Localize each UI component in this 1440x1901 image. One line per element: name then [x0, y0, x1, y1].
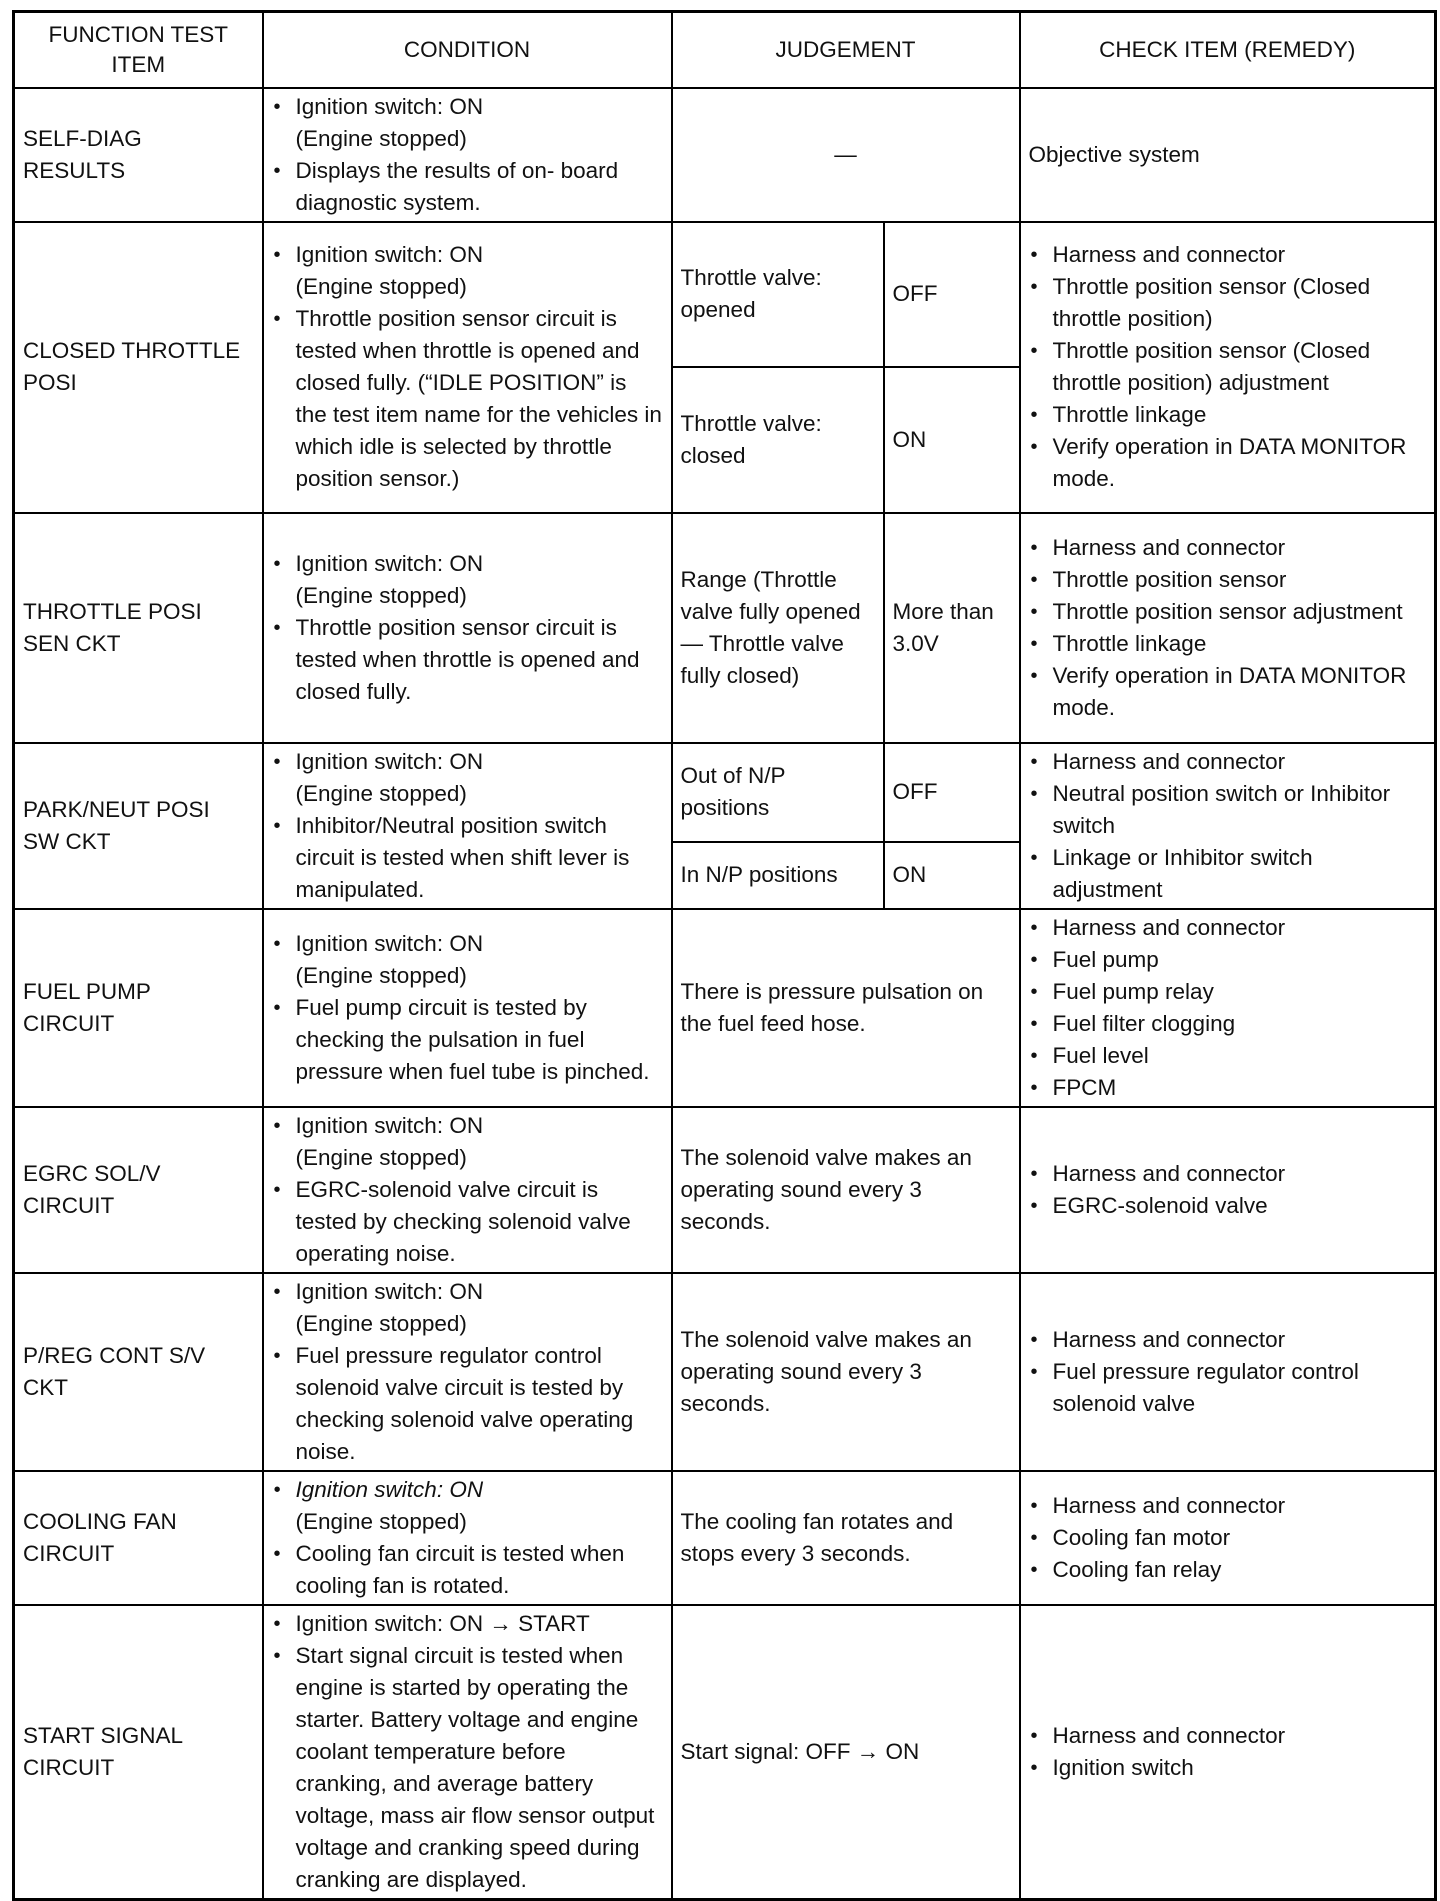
condition-cell [263, 513, 672, 743]
check-bullet: • Harness and connector [1029, 912, 1427, 944]
table-row [14, 909, 1436, 1107]
check-item-cell [1020, 1471, 1436, 1605]
check-item-cell [1020, 1107, 1436, 1273]
condition-bullet: • EGRC-solenoid valve circuit is tested by checking solenoid valve operating noise. [272, 1174, 663, 1270]
check-bullet: • Fuel level [1029, 1040, 1427, 1072]
check-item-cell: Objective system [1020, 88, 1436, 222]
condition-continuation: (Engine stopped) [295, 1508, 467, 1534]
condition-bullet: • Ignition switch: ON [272, 1474, 663, 1506]
check-item-cell [1020, 1273, 1436, 1471]
judgement-cell: The cooling fan rotates and stops every 3 seconds. [672, 1471, 1020, 1605]
function-test-item: P/REG CONT S/V CKT [14, 1273, 263, 1471]
judgement-cell: Start signal: OFF → ON [672, 1605, 1020, 1900]
check-bullet: • Harness and connector [1029, 1324, 1427, 1356]
check-bullet: • Neutral position switch or Inhibitor switch [1029, 778, 1427, 842]
check-bullet: • Harness and connector [1029, 532, 1427, 564]
check-bullet: • Harness and connector [1029, 746, 1427, 778]
condition-bullet: • Displays the results of on- board diagnostic system. [272, 155, 663, 219]
check-bullet: • Throttle linkage [1029, 628, 1427, 660]
condition-bullet: • Ignition switch: ON (Engine stopped) [272, 746, 663, 810]
function-test-item: SELF-DIAG RESULTS [14, 88, 263, 222]
condition-bullet: • Throttle position sensor circuit is tested when throttle is opened and closed fully. (“IDLE POSITION” is the test item name for the vehicles in which idle is selected by throttle position sensor.) [272, 303, 663, 495]
table-row [14, 1107, 1436, 1273]
condition-bullet: • Start signal circuit is tested when engine is started by operating the starter. Battery voltage and engine coolant temperature before cranking, and average battery voltage, mass air flow sensor output voltage and cranking speed during cranking are displayed. [272, 1640, 663, 1896]
condition-bullet: • Cooling fan circuit is tested when cooling fan is rotated. [272, 1538, 663, 1602]
condition-cell [263, 909, 672, 1107]
condition-bullet: • Fuel pump circuit is tested by checking the pulsation in fuel pressure when fuel tube is pinched. [272, 992, 663, 1088]
condition-bullet: • Ignition switch: ON (Engine stopped) [272, 928, 663, 992]
judgement-state: Range (Throttle valve fully opened — Throttle valve fully closed) [672, 513, 884, 743]
table-row [14, 222, 1436, 367]
judgement-value: OFF [884, 743, 1020, 842]
condition-bullet: • Fuel pressure regulator control solenoid valve circuit is tested by checking solenoid valve operating noise. [272, 1340, 663, 1468]
judgement-value: OFF [884, 222, 1020, 367]
function-test-item: EGRC SOL/V CIRCUIT [14, 1107, 263, 1273]
function-test-table [12, 10, 1437, 1901]
check-bullet: • Throttle position sensor (Closed throttle position) [1029, 271, 1427, 335]
judgement-state: Throttle valve: opened [672, 222, 884, 367]
table-row [14, 1471, 1436, 1605]
check-bullet: • Throttle position sensor (Closed throttle position) adjustment [1029, 335, 1427, 399]
check-bullet: • EGRC-solenoid valve [1029, 1190, 1427, 1222]
condition-bullet: • Ignition switch: ON (Engine stopped) [272, 548, 663, 612]
table-header-row [14, 12, 1436, 88]
check-bullet: • Fuel pump [1029, 944, 1427, 976]
condition-cell [263, 88, 672, 222]
condition-bullet: • Ignition switch: ON (Engine stopped) [272, 91, 663, 155]
check-bullet: • Fuel pressure regulator control solenoid valve [1029, 1356, 1427, 1420]
check-item-cell [1020, 222, 1436, 513]
judgement-state: In N/P positions [672, 842, 884, 909]
condition-bullet: • Inhibitor/Neutral position switch circuit is tested when shift lever is manipulated. [272, 810, 663, 906]
check-bullet: • Cooling fan motor [1029, 1522, 1427, 1554]
check-bullet: • Linkage or Inhibitor switch adjustment [1029, 842, 1427, 906]
check-bullet: • Verify operation in DATA MONITOR mode. [1029, 431, 1427, 495]
table-row [14, 1273, 1436, 1471]
check-bullet: • Throttle position sensor adjustment [1029, 596, 1427, 628]
condition-cell [263, 1107, 672, 1273]
check-bullet: • Harness and connector [1029, 239, 1427, 271]
function-test-item: FUEL PUMP CIRCUIT [14, 909, 263, 1107]
judgement-state: Throttle valve: closed [672, 367, 884, 513]
condition-cell [263, 1471, 672, 1605]
condition-cell [263, 222, 672, 513]
check-bullet: • Fuel pump relay [1029, 976, 1427, 1008]
table-row [14, 1605, 1436, 1900]
judgement-cell: There is pressure pulsation on the fuel feed hose. [672, 909, 1020, 1107]
check-item-cell [1020, 1605, 1436, 1900]
judgement-value: ON [884, 367, 1020, 513]
condition-cell [263, 743, 672, 909]
function-test-item: PARK/NEUT POSI SW CKT [14, 743, 263, 909]
condition-cell [263, 1605, 672, 1900]
check-bullet: • FPCM [1029, 1072, 1427, 1104]
check-bullet: • Throttle linkage [1029, 399, 1427, 431]
check-bullet: • Harness and connector [1029, 1158, 1427, 1190]
condition-cell [263, 1273, 672, 1471]
condition-bullet: • Throttle position sensor circuit is tested when throttle is opened and closed fully. [272, 612, 663, 708]
condition-bullet: • Ignition switch: ON (Engine stopped) [272, 1276, 663, 1340]
table-row [14, 88, 1436, 222]
check-item-cell [1020, 743, 1436, 909]
check-item-cell [1020, 513, 1436, 743]
header-check-item: CHECK ITEM (REMEDY) [1020, 12, 1436, 88]
check-bullet: • Throttle position sensor [1029, 564, 1427, 596]
check-bullet: • Cooling fan relay [1029, 1554, 1427, 1586]
function-test-item: THROTTLE POSI SEN CKT [14, 513, 263, 743]
check-bullet: • Harness and connector [1029, 1490, 1427, 1522]
condition-bullet: • Ignition switch: ON → START [272, 1608, 663, 1640]
judgement-cell: — [672, 88, 1020, 222]
condition-bullet: • Ignition switch: ON (Engine stopped) [272, 239, 663, 303]
function-test-item: START SIGNAL CIRCUIT [14, 1605, 263, 1900]
judgement-value: More than 3.0V [884, 513, 1020, 743]
function-test-item: COOLING FAN CIRCUIT [14, 1471, 263, 1605]
check-bullet: • Harness and connector [1029, 1720, 1427, 1752]
judgement-cell: The solenoid valve makes an operating sound every 3 seconds. [672, 1273, 1020, 1471]
condition-bullet: • Ignition switch: ON (Engine stopped) [272, 1110, 663, 1174]
table-row [14, 743, 1436, 842]
judgement-cell: The solenoid valve makes an operating sound every 3 seconds. [672, 1107, 1020, 1273]
function-test-item: CLOSED THROTTLE POSI [14, 222, 263, 513]
check-item-cell [1020, 909, 1436, 1107]
header-judgement: JUDGEMENT [672, 12, 1020, 88]
check-bullet: • Ignition switch [1029, 1752, 1427, 1784]
check-bullet: • Verify operation in DATA MONITOR mode. [1029, 660, 1427, 724]
check-bullet: • Fuel filter clogging [1029, 1008, 1427, 1040]
function-test-table-page [12, 10, 1434, 1892]
table-row [14, 513, 1436, 743]
header-function-test-item: FUNCTION TEST ITEM [14, 12, 263, 88]
header-condition: CONDITION [263, 12, 672, 88]
judgement-value: ON [884, 842, 1020, 909]
judgement-state: Out of N/P positions [672, 743, 884, 842]
